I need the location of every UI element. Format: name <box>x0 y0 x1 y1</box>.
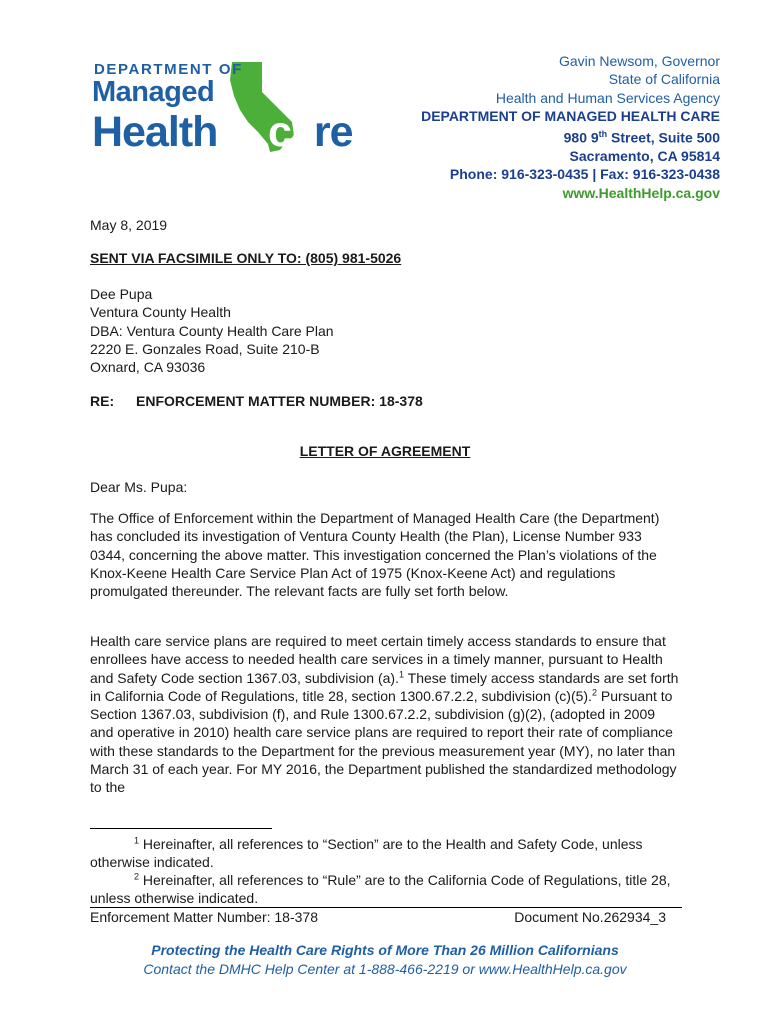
state-line: State of California <box>608 71 720 88</box>
footer-tagline: Protecting the Health Care Rights of More Than 26 Million Californians <box>151 942 619 958</box>
addressee-street: 2220 E. Gonzales Road, Suite 210-B <box>90 340 320 357</box>
sent-via-line: SENT VIA FACSIMILE ONLY TO: (805) 981-5026 <box>90 250 402 266</box>
footnote-separator <box>90 828 272 829</box>
letter-date: May 8, 2019 <box>90 217 168 233</box>
footer-matter-number: Enforcement Matter Number: 18-378 <box>90 909 318 925</box>
footnote-1: $^1$ Hereinafter, all references to “Section” are to the Health and Safety Code, unless otherwise indicated. <box>90 835 643 870</box>
footer-document-number: Document No.262934_3 <box>514 909 666 925</box>
agency-header <box>421 52 720 202</box>
addressee-org: Ventura County Health <box>90 304 231 321</box>
logo-line-care: care <box>268 108 353 156</box>
department-line: DEPARTMENT OF MANAGED HEALTH CARE <box>421 107 720 124</box>
letter-title: LETTER OF AGREEMENT <box>299 443 471 459</box>
website-link[interactable]: www.HealthHelp.ca.gov <box>562 184 720 201</box>
city-line: Sacramento, CA 95814 <box>569 148 720 165</box>
re-label: RE: <box>90 393 115 409</box>
paragraph-1: The Office of Enforcement within the Department of Managed Health Care (the Department) has concluded its investigation of Ventura County Health (the Plan), License Number 933 0344, concerning the above matter. This investigation concerned the Plan’s violations of the Knox-Keene Health Care Service Plan Act of 1975 (Knox-Keene Act) and regulations promulgated thereunder. The relevant facts are fully set forth below. <box>90 510 660 600</box>
re-subject: ENFORCEMENT MATTER NUMBER: 18-378 <box>136 393 423 409</box>
salutation: Dear Ms. Pupa: <box>90 479 188 495</box>
agency-line: Health and Human Services Agency <box>495 89 720 106</box>
footer-divider <box>90 907 682 908</box>
dmhc-logo <box>92 58 362 158</box>
addressee-block <box>90 285 334 376</box>
addressee-city: Oxnard, CA 93036 <box>90 359 206 376</box>
footnote-ref-2[interactable]: 2 <box>591 687 597 698</box>
addressee-name: Dee Pupa <box>90 286 153 302</box>
phone-fax-line: Phone: 916-323-0435 | Fax: 916-323-0438 <box>449 166 720 183</box>
logo-line-department-of: DEPARTMENT OF <box>94 61 243 78</box>
paragraph-2: Health care service plans are required to meet certain timely access standards to ensure that enrollees have access to needed health care services in a timely manner, pursuant to Health and Safety Code section 1367.03, subdivision (a).$^1$ These timely access standards are set forth in California Code of Regulations, title 28, section 1300.67.2.2, subdivision (c)(5).$^2$ Pursuant to Section 1367.03, subdivision (f), and Rule 1300.67.2.2, subdivision (g)(2), (adopted in 2009 and operative in 2010) health care service plans are required to report their rate of compliance with these standards to the Department for the previous measurement year (MY), no later than March 31 of each year. For MY 2016, the Department published the standardized methodology to the <box>90 633 679 796</box>
logo-line-managed: Managed <box>92 76 215 108</box>
footnote-ref-1[interactable]: 1 <box>398 668 404 679</box>
footnote-2: $^2$ Hereinafter, all references to “Rule” are to the California Code of Regulations, title 28, unless otherwise indicated. <box>90 871 671 906</box>
street-line: 980 9th Street, Suite 500 <box>563 129 720 146</box>
logo-line-health: Health <box>92 108 218 156</box>
footer-contact: Contact the DMHC Help Center at 1-888-466-2219 or www.HealthHelp.ca.gov <box>143 961 627 977</box>
governor-line: Gavin Newsom, Governor <box>558 53 720 69</box>
addressee-dba: DBA: Ventura County Health Care Plan <box>90 322 334 339</box>
